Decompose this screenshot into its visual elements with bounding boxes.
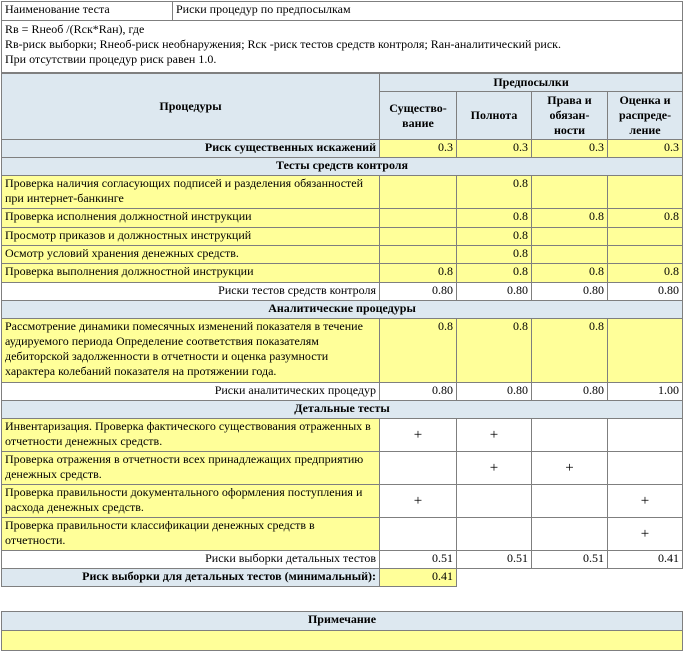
control-test-label[interactable]: Осмотр условий хранения денежных средств.	[2, 246, 380, 264]
detailed-test-mark[interactable]: +	[532, 452, 608, 485]
control-test-cell[interactable]: 0.8	[532, 209, 608, 228]
controls-total-cell: 0.80	[457, 283, 532, 301]
test-name-value: Риски процедур по предпосылкам	[173, 2, 683, 21]
detailed-test-label[interactable]: Проверка отражения в отчетности всех принадлежащих предприятию денежных средств.	[2, 452, 380, 485]
test-name-label: Наименование теста	[2, 2, 173, 21]
controls-total-cell: 0.80	[532, 283, 608, 301]
control-test-cell[interactable]	[532, 228, 608, 246]
control-test-cell[interactable]	[532, 176, 608, 209]
detailed-section-title: Детальные тесты	[2, 401, 683, 419]
control-test-cell[interactable]: 0.8	[457, 264, 532, 283]
detailed-total-cell: 0.51	[532, 551, 608, 569]
control-test-cell[interactable]: 0.8	[608, 209, 683, 228]
controls-total-cell: 0.80	[608, 283, 683, 301]
control-test-cell[interactable]	[608, 246, 683, 264]
material-risk-cell[interactable]: 0.3	[608, 140, 683, 158]
detailed-test-label[interactable]: Инвентаризация. Проверка фактического существования отраженных в отчетности денежных средств.	[2, 419, 380, 452]
control-test-cell[interactable]: 0.8	[457, 176, 532, 209]
control-test-cell[interactable]	[608, 176, 683, 209]
controls-total-label: Риски тестов средств контроля	[2, 283, 380, 301]
control-test-cell[interactable]: 0.8	[457, 209, 532, 228]
detailed-test-mark[interactable]	[608, 452, 683, 485]
analytical-procedure-cell[interactable]: 0.8	[380, 319, 457, 383]
material-risk-cell[interactable]: 0.3	[532, 140, 608, 158]
detailed-test-label[interactable]: Проверка правильности документального оформления поступления и расхода денежных средств.	[2, 485, 380, 518]
control-test-cell[interactable]	[380, 209, 457, 228]
control-test-cell[interactable]: 0.8	[457, 228, 532, 246]
analytical-procedure-cell[interactable]: 0.8	[532, 319, 608, 383]
detailed-test-mark[interactable]	[457, 485, 532, 518]
control-test-cell[interactable]: 0.8	[608, 264, 683, 283]
control-test-cell[interactable]	[608, 228, 683, 246]
premises-header: Предпосылки	[380, 74, 683, 92]
detailed-test-mark[interactable]: +	[608, 518, 683, 551]
detailed-total-cell: 0.51	[380, 551, 457, 569]
control-test-label[interactable]: Проверка наличия согласующих подписей и разделения обязанностей при интернет-банкинге	[2, 176, 380, 209]
detailed-test-mark[interactable]: +	[457, 452, 532, 485]
note-table	[1, 611, 683, 651]
control-test-cell[interactable]	[380, 176, 457, 209]
detailed-test-mark[interactable]	[380, 452, 457, 485]
header-table	[1, 1, 683, 73]
control-test-cell[interactable]: 0.8	[532, 264, 608, 283]
premise-valuation-header: Оценка и распреде-ление	[608, 92, 683, 140]
min-risk-spacer	[457, 569, 683, 587]
note-field[interactable]	[2, 631, 683, 651]
detailed-total-cell: 0.51	[457, 551, 532, 569]
detailed-test-mark[interactable]	[532, 419, 608, 452]
formula-line-1: Rв = Rнеоб /(Rск*Rан), где	[5, 22, 145, 36]
detailed-test-mark[interactable]: +	[380, 485, 457, 518]
premise-completeness-header: Полнота	[457, 92, 532, 140]
detailed-test-mark[interactable]	[380, 518, 457, 551]
detailed-test-mark[interactable]	[457, 518, 532, 551]
control-test-label[interactable]: Проверка исполнения должностной инструкции	[2, 209, 380, 228]
analytical-procedure-cell[interactable]: 0.8	[457, 319, 532, 383]
analytical-total-cell: 1.00	[608, 383, 683, 401]
analytical-total-cell: 0.80	[457, 383, 532, 401]
detailed-test-label[interactable]: Проверка правильности классификации денежных средств в отчетности.	[2, 518, 380, 551]
control-test-cell[interactable]: 0.8	[380, 264, 457, 283]
premise-existence-header: Существо-вание	[380, 92, 457, 140]
detailed-test-mark[interactable]: +	[608, 485, 683, 518]
detailed-total-label: Риски выборки детальных тестов	[2, 551, 380, 569]
control-test-cell[interactable]	[532, 246, 608, 264]
material-risk-cell[interactable]: 0.3	[457, 140, 532, 158]
control-test-label[interactable]: Просмотр приказов и должностных инструкций	[2, 228, 380, 246]
detailed-test-mark[interactable]	[532, 485, 608, 518]
detailed-test-mark[interactable]: +	[380, 419, 457, 452]
premise-rights-header: Права и обязан-ности	[532, 92, 608, 140]
formula-line-2: Rв-риск выборки; Rнеоб-риск необнаружения; Rск -риск тестов средств контроля; Rан-аналитический риск.	[5, 37, 562, 51]
min-risk-value: 0.41	[380, 569, 457, 587]
controls-total-cell: 0.80	[380, 283, 457, 301]
detailed-test-mark[interactable]	[532, 518, 608, 551]
analytical-total-label: Риски аналитических процедур	[2, 383, 380, 401]
control-test-cell[interactable]	[380, 228, 457, 246]
material-risk-cell[interactable]: 0.3	[380, 140, 457, 158]
procedures-header: Процедуры	[2, 74, 380, 140]
formula-block	[2, 21, 683, 73]
analytical-procedure-label[interactable]: Рассмотрение динамики помесячных изменений показателя в течение аудируемого периода Определение соответствия показателям дебиторской задолженности в отчетности и оценка разумности характера колебаний показателя на протяжении года.	[2, 319, 380, 383]
formula-line-3: При отсутствии процедур риск равен 1.0.	[5, 52, 217, 66]
risk-table	[1, 73, 683, 587]
detailed-total-cell: 0.41	[608, 551, 683, 569]
analytical-total-cell: 0.80	[532, 383, 608, 401]
detailed-test-mark[interactable]: +	[457, 419, 532, 452]
control-test-label[interactable]: Проверка выполнения должностной инструкции	[2, 264, 380, 283]
min-risk-label: Риск выборки для детальных тестов (минимальный):	[2, 569, 380, 587]
controls-section-title: Тесты средств контроля	[2, 158, 683, 176]
detailed-test-mark[interactable]	[608, 419, 683, 452]
analytical-section-title: Аналитические процедуры	[2, 301, 683, 319]
control-test-cell[interactable]: 0.8	[457, 246, 532, 264]
analytical-total-cell: 0.80	[380, 383, 457, 401]
material-risk-label: Риск существенных искажений	[2, 140, 380, 158]
analytical-procedure-cell[interactable]	[608, 319, 683, 383]
note-title: Примечание	[2, 612, 683, 631]
control-test-cell[interactable]	[380, 246, 457, 264]
